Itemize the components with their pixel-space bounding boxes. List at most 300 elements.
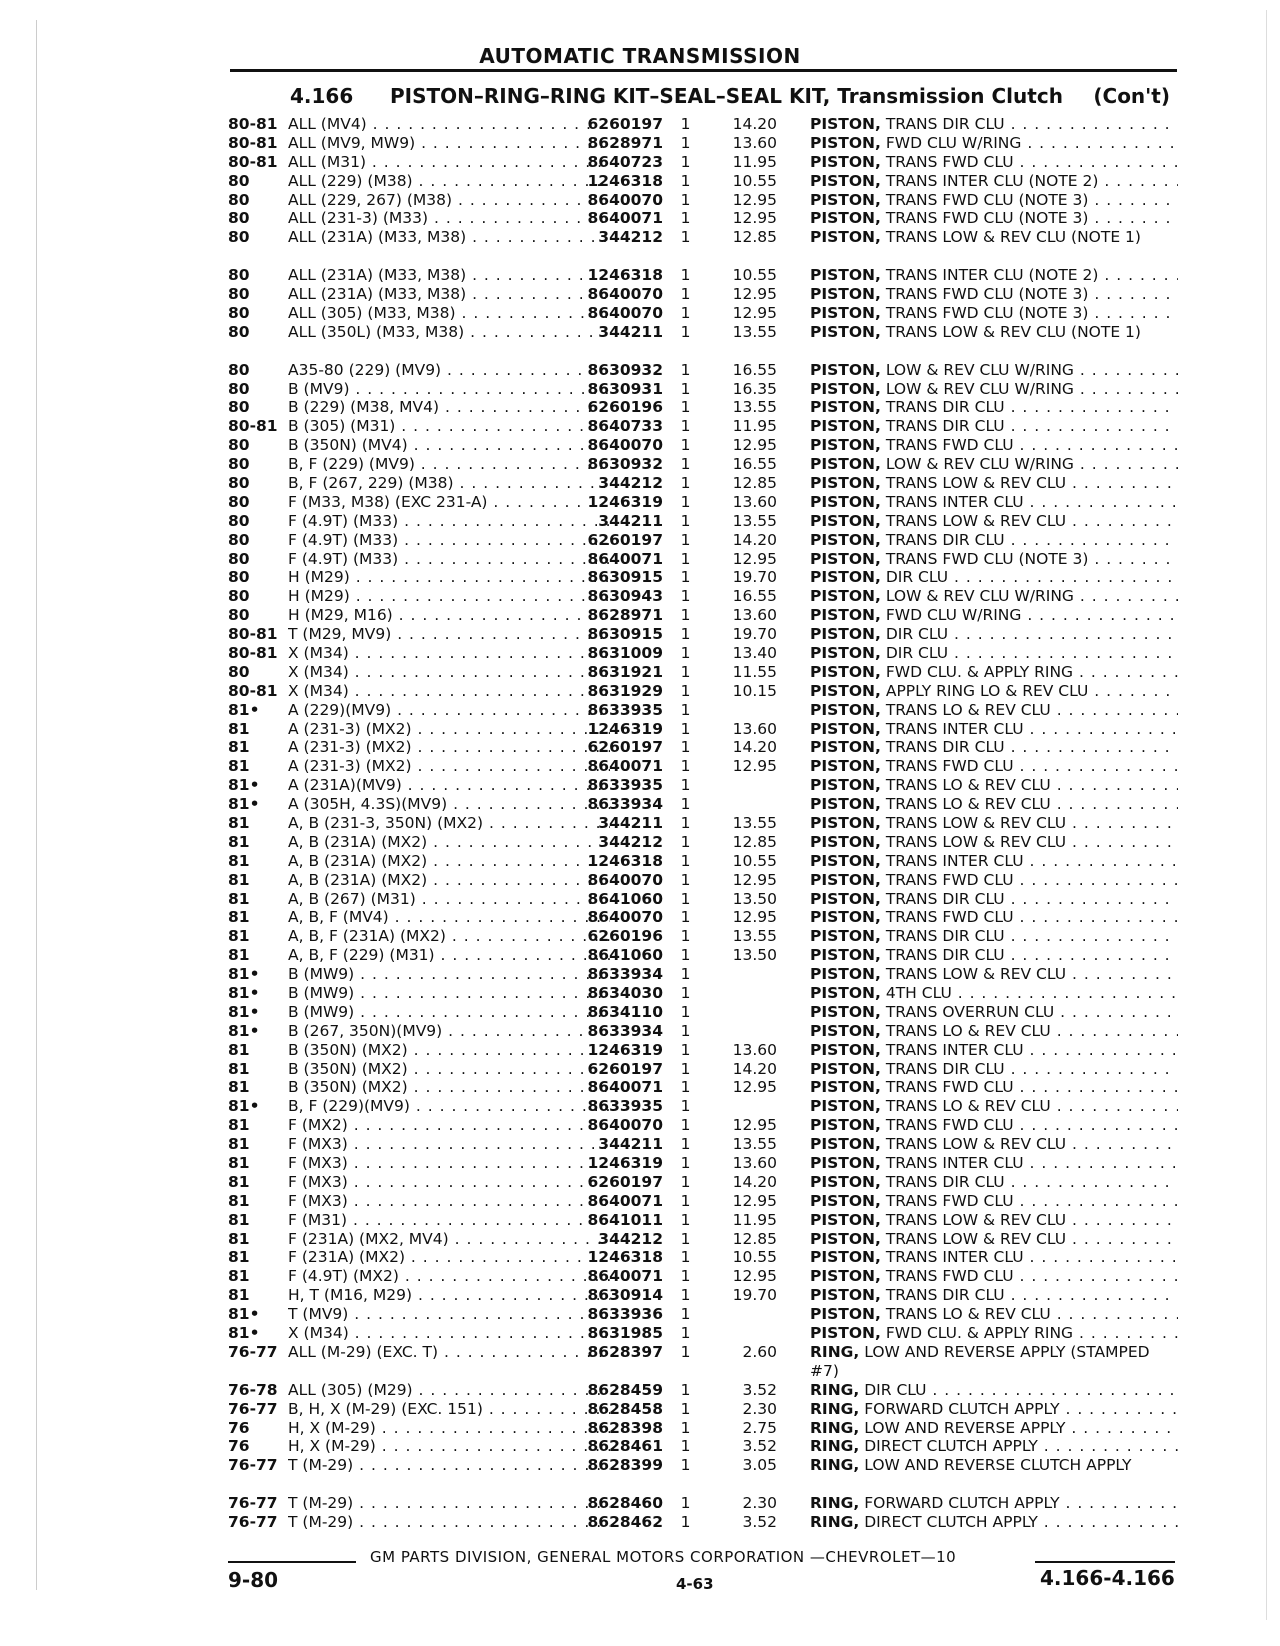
model-year: 81• — [228, 1324, 260, 1343]
part-row — [228, 1513, 1178, 1532]
model-year: 81• — [228, 984, 260, 1002]
model-year: 81 — [228, 738, 250, 757]
description-text: TRANS FWD CLU — [885, 870, 1014, 889]
description-text: FWD CLU. & APPLY RING — [885, 662, 1074, 681]
part-type: PISTON, — [810, 1021, 881, 1040]
part-row — [228, 1267, 1178, 1286]
part-type: PISTON, — [810, 662, 881, 681]
part-description — [810, 738, 1178, 757]
application: B (MW9) . . . — [288, 965, 610, 984]
price: 11.95 — [732, 1210, 777, 1229]
price: 10.55 — [732, 171, 777, 190]
application: X (M34) . . . — [288, 644, 610, 663]
part-number: 8628971 — [587, 133, 663, 152]
part-number: 1246318 — [587, 266, 663, 285]
price: 14.20 — [732, 1059, 777, 1078]
application: B (267, 350N)(MV9) . . . — [288, 1022, 610, 1041]
model-year: 81 — [228, 1286, 250, 1305]
part-row — [228, 512, 1178, 531]
quantity: 1 — [680, 1002, 691, 1021]
model-year: 76-77 — [228, 1456, 278, 1475]
part-type: RING, — [810, 1456, 860, 1475]
price: 12.95 — [732, 1078, 777, 1097]
part-row — [228, 474, 1178, 493]
application: A, B (231A) (MX2) . . . — [288, 833, 610, 852]
quantity: 1 — [680, 285, 691, 304]
application: A, B (267) (M31) . . . — [288, 890, 610, 909]
price: 14.20 — [732, 738, 777, 757]
part-row — [228, 1343, 1178, 1381]
part-description — [810, 1041, 1178, 1060]
quantity: 1 — [680, 927, 691, 946]
part-type: PISTON, — [810, 398, 881, 417]
part-description — [810, 1381, 1178, 1400]
model-year: 81 — [228, 946, 250, 965]
part-row — [228, 984, 1178, 1003]
footer-date: 9-80 — [228, 1568, 279, 1592]
price: 12.95 — [732, 549, 777, 568]
description-text: LOW & REV CLU W/RING — [885, 360, 1074, 379]
part-row — [228, 663, 1178, 682]
part-type: PISTON, — [810, 417, 881, 436]
model-year: 80-81 — [228, 625, 278, 644]
description-text: TRANS DIR CLU — [885, 417, 1005, 436]
part-row — [228, 757, 1178, 776]
application: ALL (229) (M38) . . . — [288, 172, 610, 191]
model-year: 81 — [228, 1154, 250, 1173]
part-type: RING, — [810, 1342, 860, 1361]
application: A, B, F (MV4) . . . — [288, 908, 610, 927]
page-number: 4-63 — [676, 1575, 714, 1593]
model-year: 81 — [228, 927, 250, 946]
part-type: PISTON, — [810, 643, 881, 662]
part-description — [810, 398, 1178, 417]
price: 12.95 — [732, 1191, 777, 1210]
description-text: TRANS LOW & REV CLU — [885, 832, 1067, 851]
model-year: 81 — [228, 851, 250, 870]
application: B (350N) (MV4) . . . — [288, 436, 610, 455]
price: 19.70 — [732, 1286, 777, 1305]
part-number: 6260196 — [587, 927, 663, 946]
part-type: PISTON, — [810, 1059, 881, 1078]
part-description — [810, 1154, 1178, 1173]
part-description — [810, 1494, 1178, 1513]
quantity: 1 — [680, 1021, 691, 1040]
part-type: PISTON, — [810, 795, 881, 814]
description-text: TRANS FWD CLU — [885, 1267, 1014, 1286]
model-year: 76-77 — [228, 1399, 278, 1418]
part-number: 8628397 — [587, 1342, 663, 1361]
part-type: PISTON, — [810, 1210, 881, 1229]
part-number: 8633935 — [587, 1097, 663, 1116]
description-text: TRANS LO & REV CLU — [885, 1305, 1051, 1324]
part-number: 8628461 — [587, 1437, 663, 1456]
part-type: PISTON, — [810, 568, 881, 587]
part-number: 8630932 — [587, 455, 663, 474]
description-text: TRANS INTER CLU — [885, 719, 1024, 738]
description-text: TRANS FWD CLU (NOTE 3) — [885, 190, 1089, 209]
part-description — [810, 323, 1178, 342]
description-text: LOW AND REVERSE APPLY (STAMPED #7) — [810, 1342, 1150, 1380]
quantity: 1 — [680, 568, 691, 587]
part-description — [810, 1192, 1178, 1211]
quantity: 1 — [680, 851, 691, 870]
application: B (350N) (MX2) . . . — [288, 1060, 610, 1079]
part-description — [810, 890, 1178, 909]
part-row — [228, 134, 1178, 153]
model-year: 81• — [228, 776, 260, 795]
description-text: TRANS INTER CLU (NOTE 2) — [885, 171, 1099, 190]
part-description — [810, 701, 1178, 720]
application: B (350N) (MX2) . . . — [288, 1078, 610, 1097]
part-number: 6260197 — [587, 115, 663, 133]
quantity: 1 — [680, 115, 691, 133]
part-number: 8630931 — [587, 379, 663, 398]
application: H, T (M16, M29) . . . — [288, 1286, 610, 1305]
part-number: 8631009 — [587, 643, 663, 662]
quantity: 1 — [680, 776, 691, 795]
part-type: PISTON, — [810, 757, 881, 776]
footer-rule — [228, 1561, 356, 1563]
model-year: 81 — [228, 1267, 250, 1286]
model-year: 81• — [228, 1305, 260, 1324]
part-description — [810, 1022, 1178, 1041]
description-text: TRANS LOW & REV CLU — [885, 511, 1067, 530]
application: F (231A) (MX2) . . . — [288, 1248, 610, 1267]
quantity: 1 — [680, 870, 691, 889]
quantity: 1 — [680, 1456, 691, 1475]
part-number: 8630915 — [587, 625, 663, 644]
model-year: 80 — [228, 568, 250, 587]
part-number: 1246318 — [587, 1248, 663, 1267]
application: F (4.9T) (M33) . . . — [288, 531, 610, 550]
part-type: PISTON, — [810, 1286, 881, 1305]
part-row — [228, 209, 1178, 228]
quantity: 1 — [680, 738, 691, 757]
part-row — [228, 965, 1178, 984]
price: 13.50 — [732, 946, 777, 965]
part-row — [228, 625, 1178, 644]
quantity: 1 — [680, 511, 691, 530]
description-text: TRANS LO & REV CLU — [885, 1021, 1051, 1040]
part-description — [810, 625, 1178, 644]
footer-publisher: GM PARTS DIVISION, GENERAL MOTORS CORPORATION —CHEVROLET—10 — [370, 1548, 957, 1566]
page-title: AUTOMATIC TRANSMISSION — [479, 44, 801, 68]
part-number: 8633934 — [587, 795, 663, 814]
part-number: 8640723 — [587, 152, 663, 171]
description-text: TRANS DIR CLU — [885, 115, 1005, 133]
part-type: PISTON, — [810, 625, 881, 644]
part-description — [810, 587, 1178, 606]
model-year: 80 — [228, 455, 250, 474]
part-type: PISTON, — [810, 1267, 881, 1286]
part-row — [228, 606, 1178, 625]
application: F (4.9T) (M33) . . . — [288, 550, 610, 569]
price: 13.60 — [732, 606, 777, 625]
price: 11.95 — [732, 417, 777, 436]
part-description — [810, 1173, 1178, 1192]
price: 16.55 — [732, 455, 777, 474]
part-type: PISTON, — [810, 190, 881, 209]
part-row — [228, 1437, 1178, 1456]
part-number: 6260197 — [587, 530, 663, 549]
quantity: 1 — [680, 587, 691, 606]
part-row — [228, 1060, 1178, 1079]
part-row — [228, 682, 1178, 701]
part-type: RING, — [810, 1512, 860, 1531]
part-row — [228, 172, 1178, 191]
part-description — [810, 531, 1178, 550]
quantity: 1 — [680, 1399, 691, 1418]
part-row — [228, 398, 1178, 417]
quantity: 1 — [680, 813, 691, 832]
scan-margin-line — [36, 20, 37, 1590]
description-text: TRANS INTER CLU — [885, 1040, 1024, 1059]
part-type: PISTON, — [810, 530, 881, 549]
application: X (M34) . . . — [288, 663, 610, 682]
part-type: PISTON, — [810, 1305, 881, 1324]
part-row — [228, 1041, 1178, 1060]
model-year: 81 — [228, 757, 250, 776]
application: ALL (231-3) (M33) . . . — [288, 209, 610, 228]
quantity: 1 — [680, 303, 691, 322]
quantity: 1 — [680, 1267, 691, 1286]
part-row — [228, 587, 1178, 606]
part-number: 8640071 — [587, 209, 663, 228]
part-number: 8628459 — [587, 1380, 663, 1399]
part-description — [810, 1248, 1178, 1267]
price: 14.20 — [732, 1172, 777, 1191]
application: T (MV9) . . . — [288, 1305, 610, 1324]
description-text: TRANS LO & REV CLU — [885, 1097, 1051, 1116]
part-number: 8634110 — [587, 1002, 663, 1021]
quantity: 1 — [680, 209, 691, 228]
part-row — [228, 1324, 1178, 1343]
model-year: 76-78 — [228, 1380, 278, 1399]
part-type: PISTON, — [810, 152, 881, 171]
part-description — [810, 1456, 1178, 1475]
part-description — [810, 417, 1178, 436]
price: 11.95 — [732, 152, 777, 171]
price: 19.70 — [732, 568, 777, 587]
application: ALL (231A) (M33, M38) . . . — [288, 266, 610, 285]
part-row — [228, 1173, 1178, 1192]
part-description — [810, 1097, 1178, 1116]
price: 12.95 — [732, 908, 777, 927]
part-type: PISTON, — [810, 285, 881, 304]
part-row — [228, 1400, 1178, 1419]
application: F (231A) (MX2, MV4) . . . — [288, 1230, 610, 1249]
part-number: 6260197 — [587, 1172, 663, 1191]
quantity: 1 — [680, 266, 691, 285]
part-row — [228, 115, 1178, 134]
part-type: PISTON, — [810, 1229, 881, 1248]
part-type: PISTON, — [810, 1172, 881, 1191]
part-type: PISTON, — [810, 133, 881, 152]
part-number: 1246318 — [587, 851, 663, 870]
part-number: 8631921 — [587, 662, 663, 681]
model-year: 80 — [228, 285, 250, 304]
part-number: 8630915 — [587, 568, 663, 587]
part-number: 1246319 — [587, 1154, 663, 1173]
price: 13.55 — [732, 398, 777, 417]
part-description — [810, 1286, 1178, 1305]
quantity: 1 — [680, 1191, 691, 1210]
quantity: 1 — [680, 662, 691, 681]
model-year: 80 — [228, 209, 250, 228]
application: F (MX3) . . . — [288, 1154, 610, 1173]
quantity: 1 — [680, 643, 691, 662]
part-number: 8641060 — [587, 946, 663, 965]
part-description — [810, 1437, 1178, 1456]
part-number: 8640070 — [587, 870, 663, 889]
model-year: 80 — [228, 379, 250, 398]
part-description — [810, 1211, 1178, 1230]
part-number: 8628399 — [587, 1456, 663, 1475]
group-title: PISTON–RING–RING KIT–SEAL–SEAL KIT, Transmission Clutch — [390, 84, 1063, 108]
part-number: 8630943 — [587, 587, 663, 606]
part-number: 8628398 — [587, 1418, 663, 1437]
part-description — [810, 984, 1178, 1003]
part-description — [810, 474, 1178, 493]
price: 13.55 — [732, 1135, 777, 1154]
part-type: PISTON, — [810, 965, 881, 984]
quantity: 1 — [680, 889, 691, 908]
quantity: 1 — [680, 625, 691, 644]
part-type: PISTON, — [810, 1248, 881, 1267]
application: F (M31) . . . — [288, 1211, 610, 1230]
quantity: 1 — [680, 322, 691, 341]
part-number: 8634030 — [587, 984, 663, 1002]
part-number: 344212 — [598, 228, 663, 247]
part-row — [228, 852, 1178, 871]
footer-rule — [1035, 1561, 1175, 1563]
part-number: 8640070 — [587, 908, 663, 927]
description-text: TRANS FWD CLU — [885, 908, 1014, 927]
part-number: 8628460 — [587, 1494, 663, 1513]
quantity: 1 — [680, 681, 691, 700]
part-description — [810, 436, 1178, 455]
quantity: 1 — [680, 1494, 691, 1513]
description-text: DIRECT CLUTCH APPLY — [864, 1437, 1038, 1456]
description-text: TRANS DIR CLU — [885, 398, 1005, 417]
model-year: 80 — [228, 322, 250, 341]
price: 3.05 — [742, 1456, 777, 1475]
description-text: FORWARD CLUTCH APPLY — [864, 1399, 1060, 1418]
part-type: PISTON, — [810, 266, 881, 285]
quantity: 1 — [680, 908, 691, 927]
part-row — [228, 531, 1178, 550]
price: 13.60 — [732, 1154, 777, 1173]
part-row — [228, 1305, 1178, 1324]
part-type: PISTON, — [810, 511, 881, 530]
description-text: DIR CLU — [864, 1380, 927, 1399]
footer-range: 4.166-4.166 — [1040, 1566, 1175, 1590]
application: F (MX3) . . . — [288, 1192, 610, 1211]
part-number: 1246319 — [587, 492, 663, 511]
part-number: 1246319 — [587, 1040, 663, 1059]
part-description — [810, 795, 1178, 814]
part-type: RING, — [810, 1380, 860, 1399]
application: H (M29) . . . — [288, 568, 610, 587]
part-type: PISTON, — [810, 1154, 881, 1173]
application: ALL (231A) (M33, M38) . . . — [288, 285, 610, 304]
price: 13.55 — [732, 511, 777, 530]
part-description — [810, 606, 1178, 625]
part-description — [810, 550, 1178, 569]
part-type: PISTON, — [810, 1097, 881, 1116]
model-year: 81 — [228, 1229, 250, 1248]
price: 16.55 — [732, 587, 777, 606]
model-year: 80-81 — [228, 681, 278, 700]
price: 13.55 — [732, 813, 777, 832]
part-type: PISTON, — [810, 851, 881, 870]
part-type: PISTON, — [810, 1324, 881, 1343]
part-description — [810, 455, 1178, 474]
part-description — [810, 1060, 1178, 1079]
description-text: FWD CLU. & APPLY RING — [885, 1324, 1074, 1343]
price: 2.75 — [742, 1418, 777, 1437]
description-text: TRANS OVERRUN CLU — [885, 1002, 1055, 1021]
part-type: PISTON, — [810, 228, 881, 247]
model-year: 76-77 — [228, 1494, 278, 1513]
model-year: 81 — [228, 1172, 250, 1191]
part-row — [228, 795, 1178, 814]
part-description — [810, 871, 1178, 890]
part-row — [228, 550, 1178, 569]
part-number: 8640733 — [587, 417, 663, 436]
model-year: 81 — [228, 1078, 250, 1097]
part-type: PISTON, — [810, 303, 881, 322]
part-description — [810, 776, 1178, 795]
part-description — [810, 1003, 1178, 1022]
quantity: 1 — [680, 1418, 691, 1437]
application: H (M29, M16) . . . — [288, 606, 610, 625]
part-description — [810, 946, 1178, 965]
part-type: PISTON, — [810, 1040, 881, 1059]
part-description — [810, 191, 1178, 210]
quantity: 1 — [680, 1437, 691, 1456]
part-type: PISTON, — [810, 492, 881, 511]
quantity: 1 — [680, 1172, 691, 1191]
quantity: 1 — [680, 832, 691, 851]
quantity: 1 — [680, 133, 691, 152]
price: 12.85 — [732, 1229, 777, 1248]
part-number: 8640071 — [587, 549, 663, 568]
description-text: TRANS INTER CLU (NOTE 2) — [885, 266, 1099, 285]
price: 2.60 — [742, 1342, 777, 1361]
application: B (350N) (MX2) . . . — [288, 1041, 610, 1060]
part-number: 344211 — [598, 511, 663, 530]
price: 3.52 — [742, 1437, 777, 1456]
quantity: 1 — [680, 1097, 691, 1116]
model-year: 76 — [228, 1418, 250, 1437]
application: F (MX3) . . . — [288, 1135, 610, 1154]
part-row — [228, 1381, 1178, 1400]
description-text: TRANS LO & REV CLU — [885, 776, 1051, 795]
part-number: 8633934 — [587, 1021, 663, 1040]
part-row — [228, 1248, 1178, 1267]
part-description — [810, 493, 1178, 512]
model-year: 76 — [228, 1437, 250, 1456]
description-text: DIRECT CLUTCH APPLY — [864, 1512, 1038, 1531]
description-text: TRANS FWD CLU — [885, 757, 1014, 776]
description-text: DIR CLU — [885, 643, 949, 662]
quantity: 1 — [680, 1078, 691, 1097]
part-description — [810, 814, 1178, 833]
part-row — [228, 1135, 1178, 1154]
quantity: 1 — [680, 1380, 691, 1399]
